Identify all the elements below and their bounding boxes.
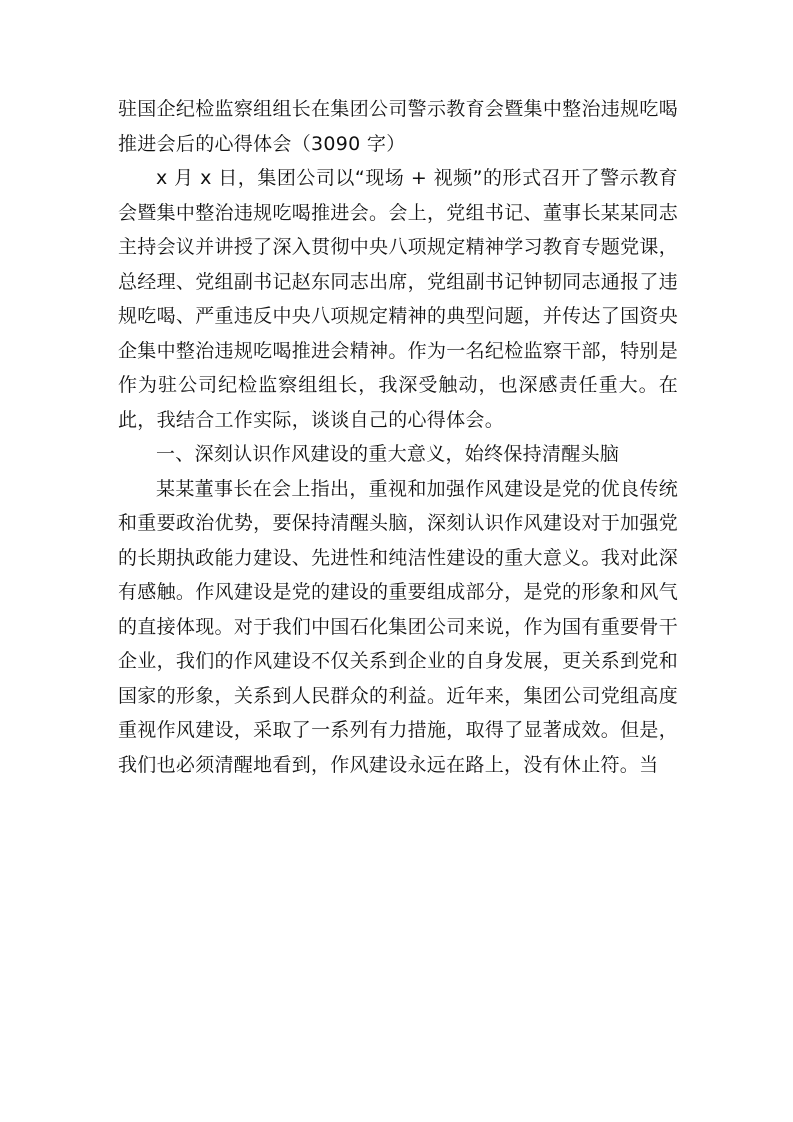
- document-body: [118, 92, 678, 782]
- intro-paragraph: x 月 x 日，集团公司以“现场 + 视频”的形式召开了警示教育会暨集中整治违规吃喝推进会。会上，党组书记、董事长某某同志主持会议并讲授了深入贯彻中央八项规定精神学习教育专题党课，总经理、党组副书记赵东同志出席，党组副书记钟韧同志通报了违规吃喝、严重违反中央八项规定精神的典型问题，并传达了国资央企集中整治违规吃喝推进会精神。作为一名纪检监察干部，特别是作为驻公司纪检监察组组长，我深受触动，也深感责任重大。在此，我结合工作实际，谈谈自己的心得体会。: [118, 167, 678, 431]
- section-heading-1: 一、深刻认识作风建设的重大意义，始终保持清醒头脑: [156, 443, 620, 465]
- document-title: 驻国企纪检监察组组长在集团公司警示教育会暨集中整治违规吃喝推进会后的心得体会（3090 字）: [118, 98, 678, 155]
- section-paragraph-1: 某某董事长在会上指出，重视和加强作风建设是党的优良传统和重要政治优势，要保持清醒头脑，深刻认识作风建设对于加强党的长期执政能力建设、先进性和纯洁性建设的重大意义。我对此深有感触。作风建设是党的建设的重要组成部分，是党的形象和风气的直接体现。对于我们中国石化集团公司来说，作为国有重要骨干企业，我们的作风建设不仅关系到企业的自身发展，更关系到党和国家的形象，关系到人民群众的利益。近年来，集团公司党组高度重视作风建设，采取了一系列有力措施，取得了显著成效。但是，我们也必须清醒地看到，作风建设永远在路上，没有休止符。当: [118, 477, 678, 776]
